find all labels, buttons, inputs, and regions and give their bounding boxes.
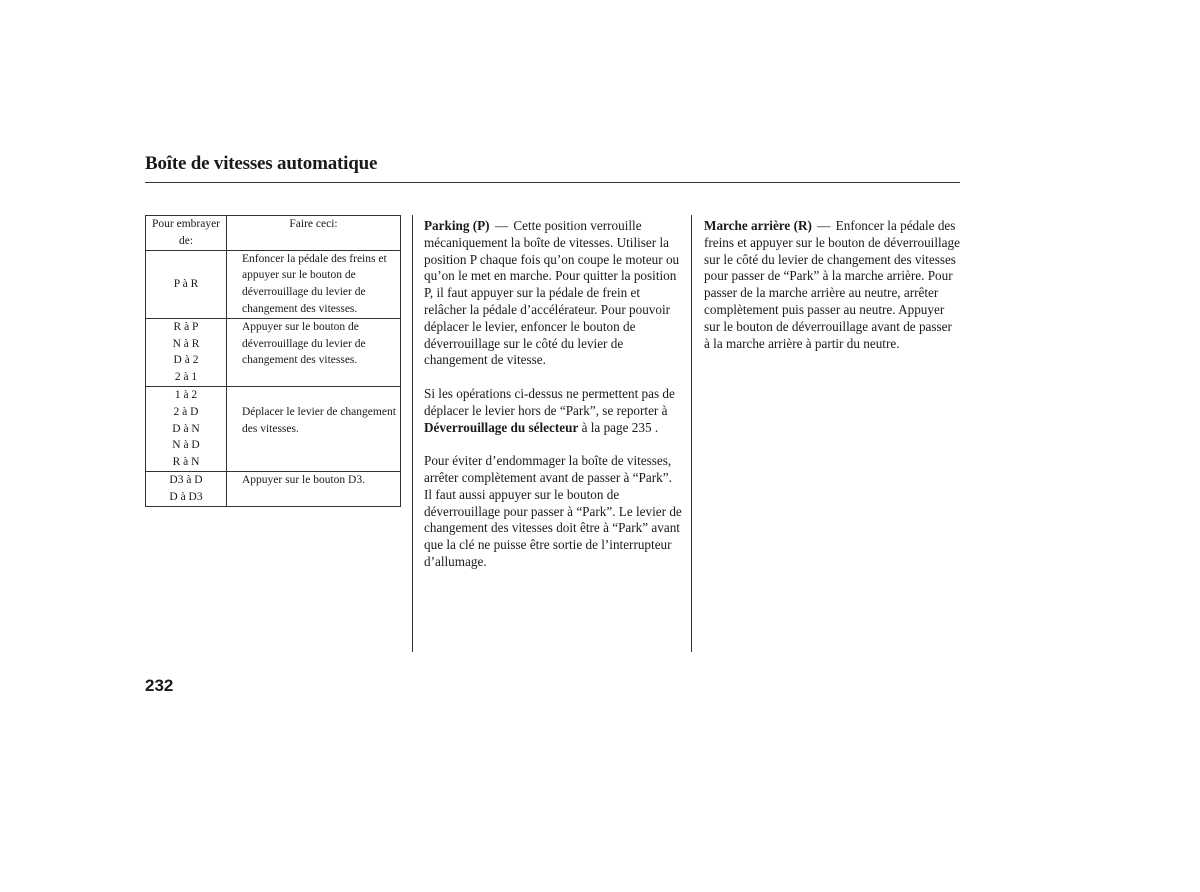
- heading-parking: Parking (P): [424, 218, 490, 233]
- text-column-parking: [424, 218, 682, 588]
- paragraph-text: Cette position verrouille mécaniquement la boîte de vitesses. Utiliser la position P chaque fois qu’on coupe le moteur ou qu’on le met en marche. Pour quitter la position P, il faut appuyer sur la pédale de frein et relâcher la pédale d’accélérateur. Pour pouvoir déplacer le levier, enfoncer le bouton de déverrouillage sur le côté du levier de changement de vitesse.: [424, 218, 680, 368]
- shift-combo: 2 à 1: [174, 371, 198, 384]
- paragraph-reverse: [704, 218, 960, 352]
- paragraph-text: Si les opérations ci-dessus ne permettent pas de déplacer le levier hors de “Park”, se reporter à: [424, 385, 675, 418]
- table-cell-from: [146, 471, 227, 506]
- table-row: [146, 318, 401, 386]
- title-divider: [145, 182, 960, 183]
- text-column-reverse: [704, 218, 960, 369]
- paragraph-parking: [424, 218, 682, 369]
- paragraph-text: Pour éviter d’endommager la boîte de vitesses, arrêter complètement avant de passer à “Park”. Il faut aussi appuyer sur le bouton de déverrouillage pour passer à “Park”. Le levier de changement des vitesses doit être à “Park” avant que la clé ne puisse être sortie de l’interrupteur d’allumage.: [424, 453, 682, 569]
- shift-combo: R à P: [173, 320, 199, 333]
- shift-combo: P à R: [173, 277, 199, 290]
- table-cell-from: [146, 250, 227, 318]
- table-cell-action: Enfoncer la pédale des freins et appuyer sur le bouton de déverrouillage du levier de changement des vitesses.: [227, 250, 401, 318]
- column-divider: [412, 215, 413, 652]
- table-cell-action: Déplacer le levier de changement des vitesses.: [227, 386, 401, 471]
- shift-combo: R à N: [172, 456, 200, 469]
- page-title: Boîte de vitesses automatique: [145, 153, 378, 174]
- paragraph-text: à la page 235 .: [581, 419, 659, 435]
- shift-table: [145, 215, 401, 507]
- shift-combo: D à 2: [173, 354, 199, 367]
- shift-combo: D à D3: [169, 490, 203, 503]
- shift-combo: 2 à D: [173, 405, 199, 418]
- table-cell-action: Appuyer sur le bouton D3.: [227, 471, 401, 506]
- shift-combo: N à D: [172, 439, 200, 452]
- table-row: [146, 250, 401, 318]
- shift-combo: N à R: [172, 337, 200, 350]
- paragraph-unlock-reference: [424, 386, 682, 436]
- em-dash: —: [817, 218, 831, 233]
- em-dash: —: [494, 218, 509, 233]
- table-header-from: Pour embrayer de:: [146, 216, 227, 251]
- table-header-row: [146, 216, 401, 251]
- table-row: [146, 471, 401, 506]
- table-row: [146, 386, 401, 471]
- paragraph-text: Enfoncer la pédale des freins et appuyer sur le bouton de déverrouillage sur le côté du levier de changement des vitesses pour passer de “Park” à la marche arrière. Pour passer de la marche arrière au neutre, arrêter complètement puis passer au neutre. Appuyer sur le bouton de déverrouillage avant de passer à la marche arrière à partir du neutre.: [704, 218, 960, 351]
- cross-reference: Déverrouillage du sélecteur: [424, 419, 579, 435]
- table-header-action: Faire ceci:: [227, 216, 401, 251]
- table-cell-from: [146, 318, 227, 386]
- table-cell-from: [146, 386, 227, 471]
- heading-reverse: Marche arrière (R): [704, 218, 812, 233]
- page-number: 232: [145, 676, 174, 695]
- paragraph-park-caution: [424, 453, 682, 571]
- column-divider: [691, 215, 692, 652]
- shift-combo: D à N: [172, 422, 200, 435]
- table-cell-action: Appuyer sur le bouton de déverrouillage du levier de changement des vitesses.: [227, 318, 401, 386]
- shift-combo: D3 à D: [169, 473, 203, 486]
- shift-combo: 1 à 2: [174, 388, 198, 401]
